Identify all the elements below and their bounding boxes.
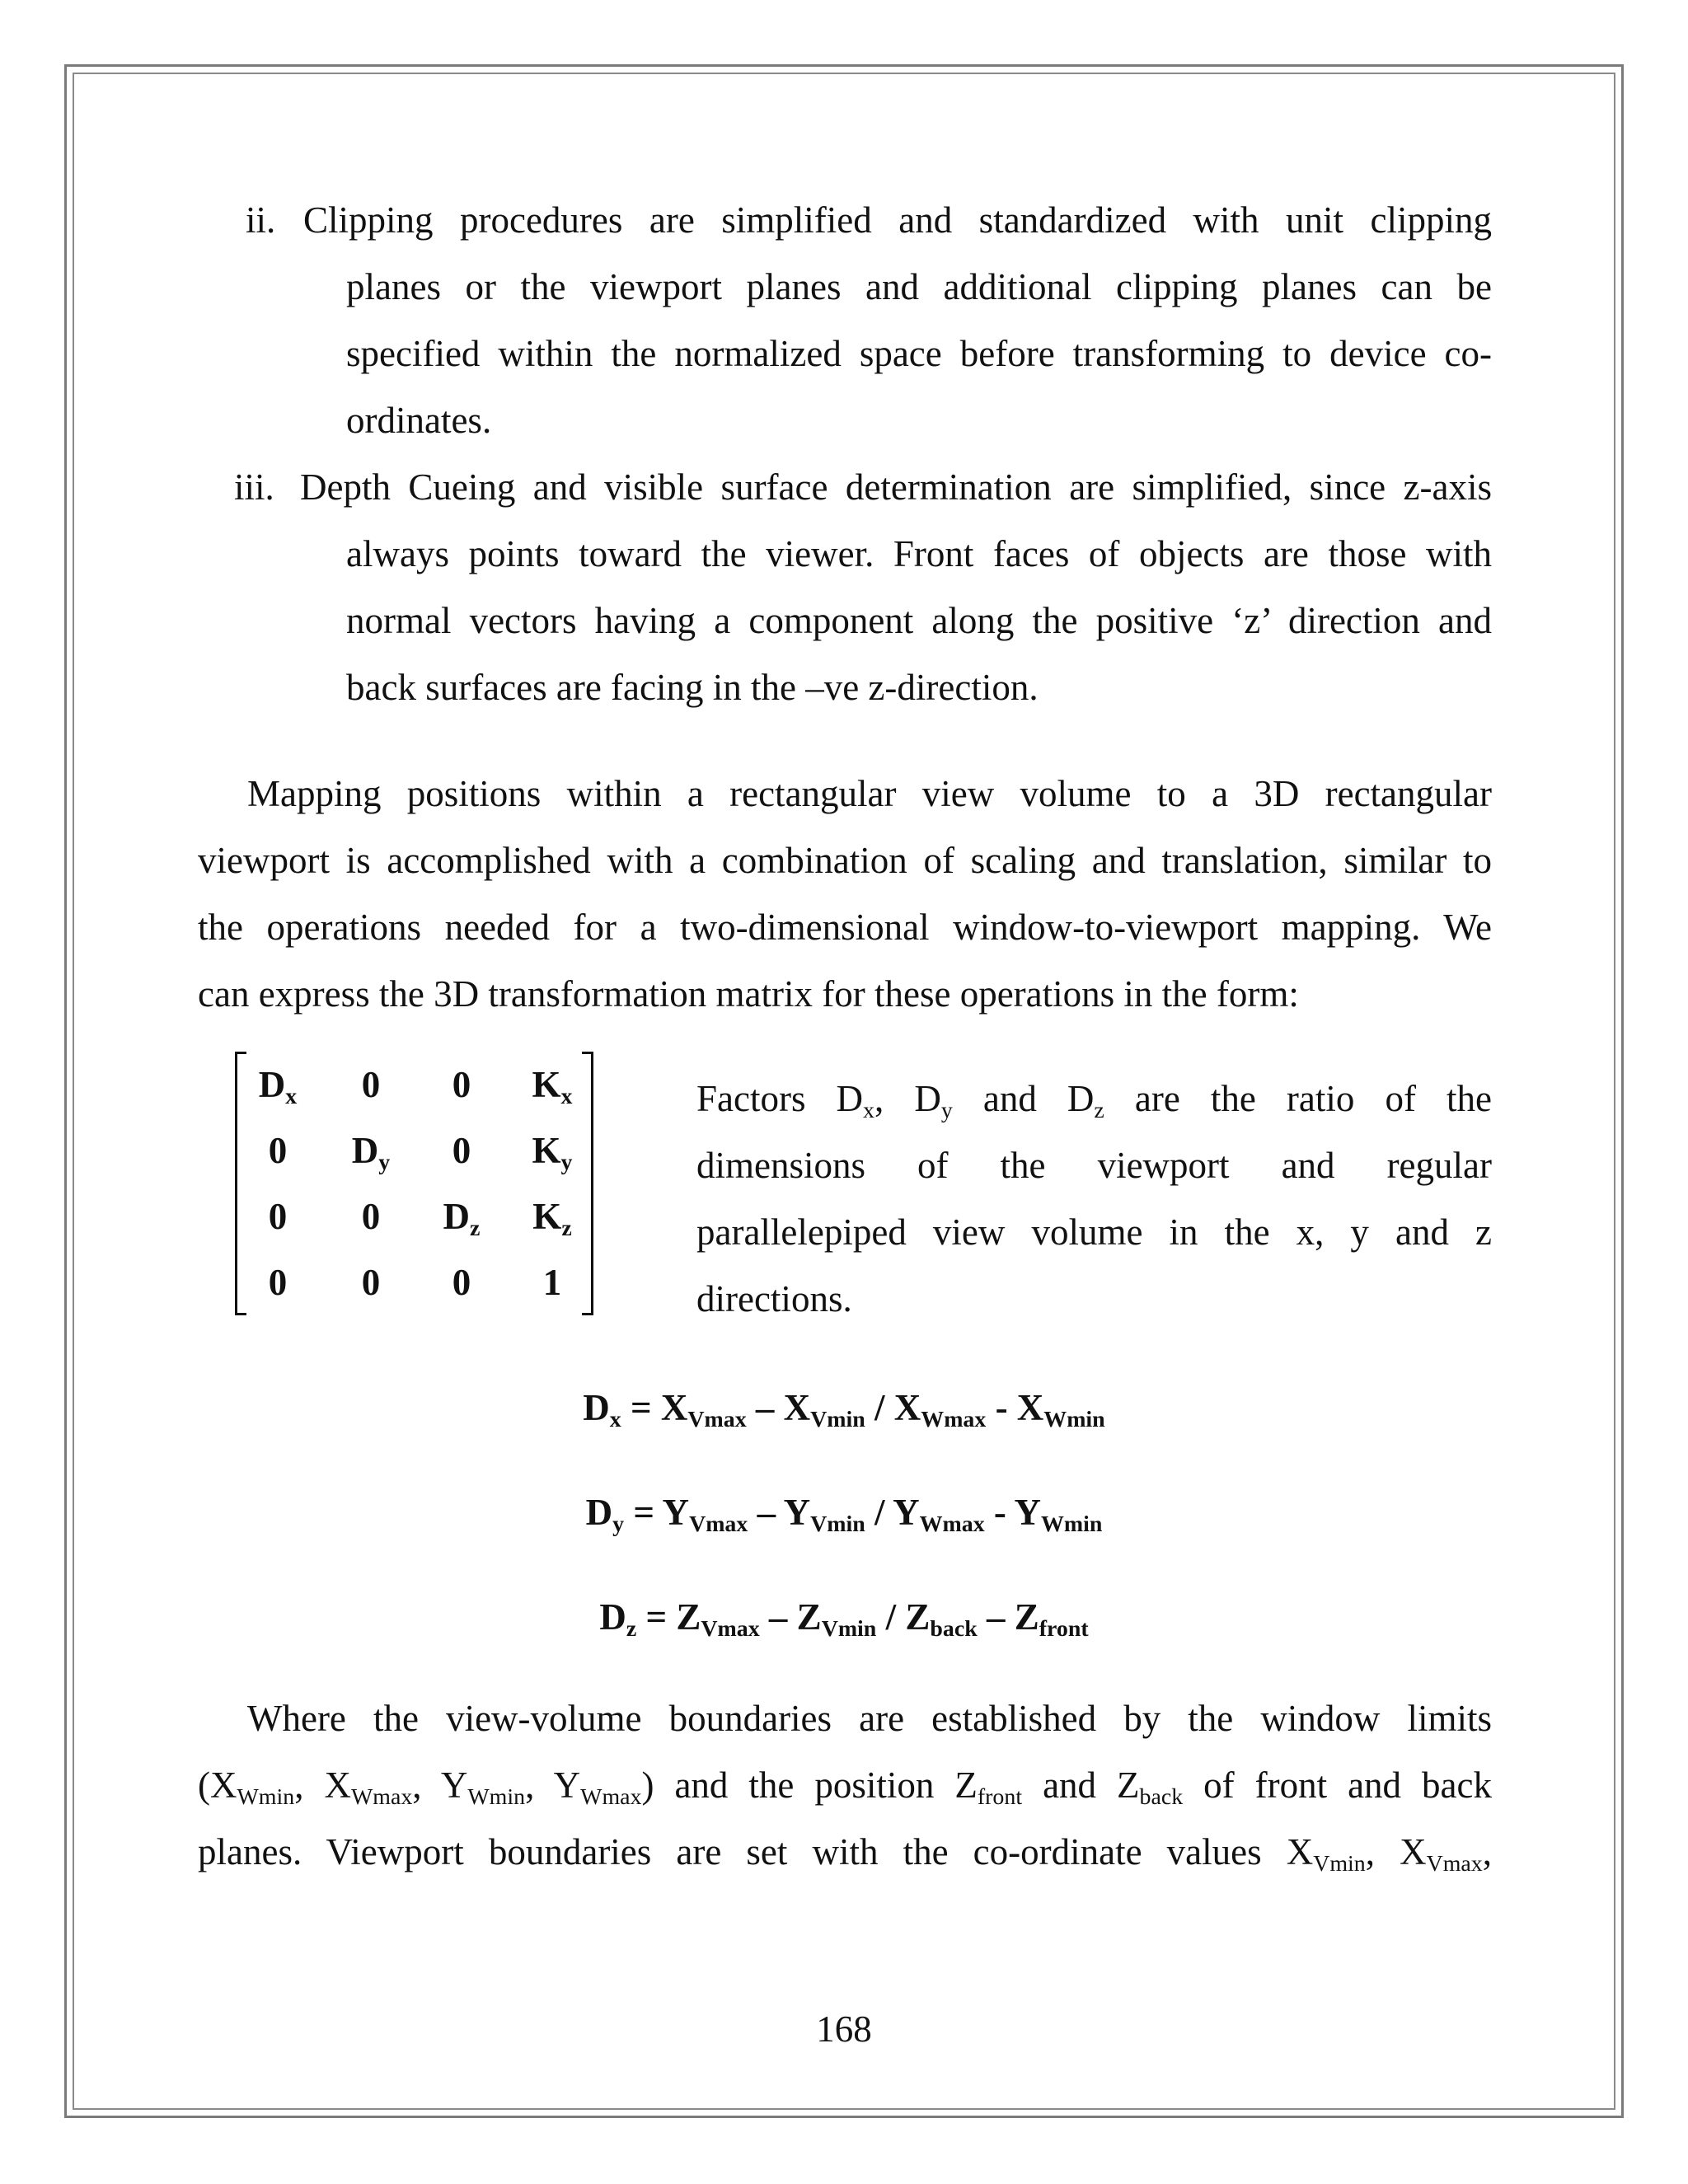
matrix-cell: 0: [361, 1064, 381, 1105]
matrix-cell: 0: [452, 1064, 471, 1105]
matrix-cell: 1: [542, 1262, 562, 1303]
page-number: 168: [816, 2008, 872, 2050]
list-marker-ii: ii.: [246, 199, 276, 241]
mapping-paragraph-line-3: the operations needed for a two-dimensional window-to-viewport mapping. We: [198, 907, 1492, 948]
list-item-iii-line-3: normal vectors having a component along the positive ‘z’ direction and: [346, 600, 1492, 641]
where-paragraph-line-3: planes. Viewport boundaries are set with the co-ordinate values $X_{Vmin}$, $X_{Vmax}$,: [198, 1831, 1492, 1877]
mapping-paragraph-line-1: Mapping positions within a rectangular view volume to a 3D rectangular: [247, 773, 1492, 814]
list-item-iii-line-4: back surfaces are facing in the –ve z-direction.: [346, 667, 1039, 708]
matrix-cell: $K_z$: [532, 1196, 572, 1241]
matrix-cell: $K_y$: [532, 1130, 573, 1175]
equation-dz: $D_z = Z_{Vmax} - Z_{Vmin} / Z_{back} - Z_{front}$: [599, 1596, 1089, 1642]
where-paragraph-line-2: ($X_{Wmin}$, $X_{Wmax}$, $Y_{Wmin}$, $Y_{Wmax}$) and the position $Z_{front}$ and $Z_{back}$ of front and back: [198, 1765, 1492, 1810]
list-marker-iii: iii.: [234, 466, 274, 508]
matrix-row-2: [241, 1118, 595, 1183]
list-item-ii-line-4: ordinates.: [346, 400, 492, 441]
matrix-row-1: [241, 1052, 595, 1118]
matrix-row-4: [241, 1249, 595, 1315]
matrix-cell: $D_y$: [351, 1130, 391, 1175]
factors-line-2: dimensions of the viewport and regular: [696, 1145, 1492, 1186]
matrix-cell: 0: [268, 1196, 288, 1237]
equation-dx: $D_x = X_{Vmax} - X_{Vmin} / X_{Wmax} - X_{Wmin}$: [583, 1387, 1105, 1432]
factors-line-3: parallelepiped view volume in the x, y and z: [696, 1212, 1492, 1253]
matrix-cell: 0: [268, 1130, 288, 1171]
equation-dy: $D_y = Y_{Vmax} - Y_{Vmin} / Y_{Wmax} - Y_{Wmin}$: [585, 1492, 1103, 1537]
matrix-cell: 0: [361, 1196, 381, 1237]
where-paragraph-line-1: Where the view-volume boundaries are established by the window limits: [247, 1698, 1492, 1739]
factors-line-4: directions.: [696, 1278, 852, 1319]
factors-line-1: Factors $D_x$, $D_y$ and $D_z$ are the ratio of the: [696, 1078, 1492, 1123]
matrix-row-3: [241, 1183, 595, 1249]
list-item-iii-line-2: always points toward the viewer. Front faces of objects are those with: [346, 533, 1492, 574]
matrix-cell: $D_z$: [443, 1196, 481, 1241]
mapping-paragraph-line-2: viewport is accomplished with a combination of scaling and translation, similar to: [198, 840, 1492, 881]
matrix-cell: 0: [361, 1262, 381, 1303]
mapping-paragraph-line-4: can express the 3D transformation matrix for these operations in the form:: [198, 973, 1299, 1015]
list-item-iii-line-1: iii. Depth Cueing and visible surface determination are simplified, since z-axis: [234, 454, 1492, 520]
matrix-cell: 0: [268, 1262, 288, 1303]
matrix-cell: 0: [452, 1262, 471, 1303]
list-item-ii-line-3: specified within the normalized space before transforming to device co-: [346, 333, 1492, 374]
matrix-cell: 0: [452, 1130, 471, 1171]
matrix-cell: $D_x$: [258, 1064, 298, 1109]
list-item-ii-line-2: planes or the viewport planes and additional clipping planes can be: [346, 266, 1492, 307]
list-item-ii-line-1: ii. Clipping procedures are simplified and standardized with unit clipping: [246, 187, 1492, 253]
matrix-cell: $K_x$: [532, 1064, 573, 1109]
